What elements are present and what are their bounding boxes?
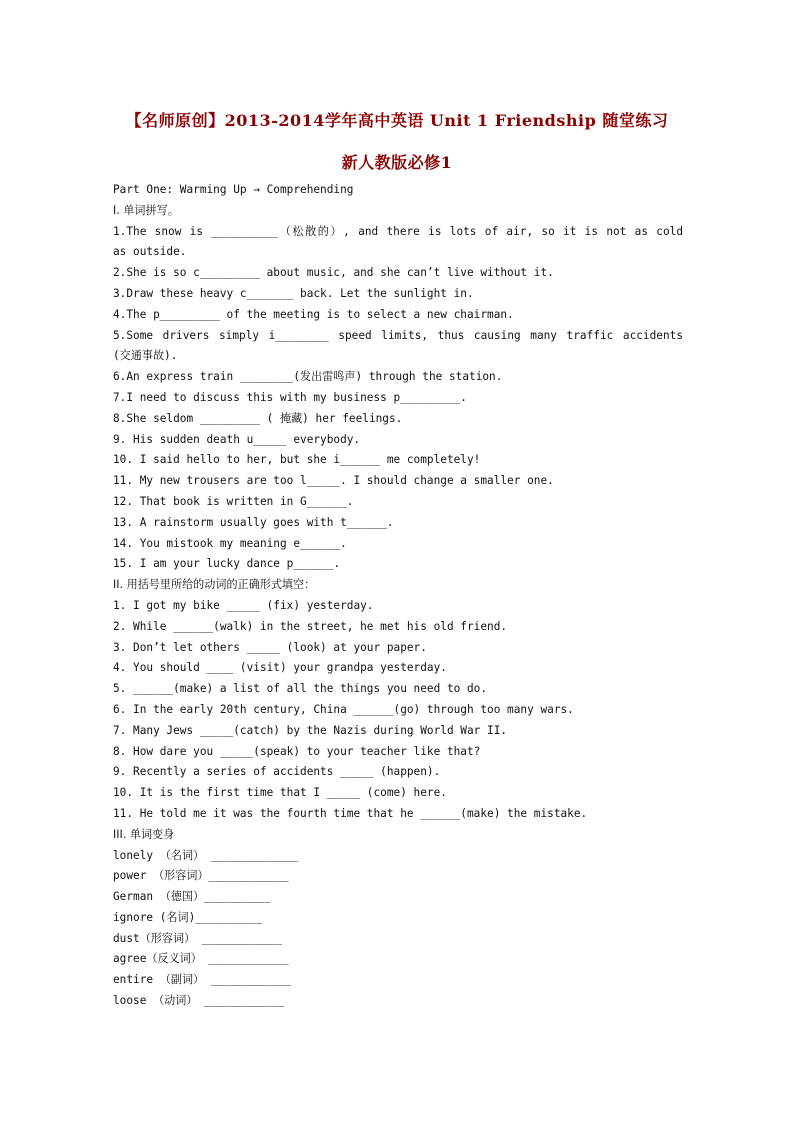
section-1-item: 5.Some drivers simply i________ speed limits, thus causing many traffic accidents — [113, 328, 683, 342]
section-3-heading: III. 单词变身 — [113, 827, 175, 841]
section-2-item: 11. He told me it was the fourth time that he ______(make) the mistake. — [113, 806, 588, 820]
section-1-item: 6.An express train ________(发出雷鸣声) through the station. — [113, 370, 503, 384]
section-2-item: 8. How dare you _____(speak) to your teacher like that? — [113, 744, 481, 758]
section-1-heading: I. 单词拼写。 — [113, 203, 179, 217]
section-3-item: power （形容词）____________ — [113, 869, 289, 883]
part-heading: Part One: Warming Up → Comprehending — [113, 183, 354, 196]
section-1-item: 8.She seldom _________ ( 掩藏) her feelings. — [113, 411, 403, 425]
section-3-item: ignore (名词)__________ — [113, 910, 263, 924]
section-1-item: 14. You mistook my meaning e______. — [113, 536, 347, 550]
section-2-item: 10. It is the first time that I _____ (come) here. — [113, 786, 447, 800]
document-title-line-2: 新人教版必修1 — [341, 153, 453, 172]
section-1-item: 12. That book is written in G______. — [113, 494, 354, 508]
section-1-item: 13. A rainstorm usually goes with t______. — [113, 515, 394, 529]
section-1-item: 10. I said hello to her, but she i______ me completely! — [113, 453, 481, 467]
section-1-item: 9. His sudden death u_____ everybody. — [113, 432, 361, 446]
section-1-item: 4.The p_________ of the meeting is to select a new chairman. — [113, 307, 514, 321]
section-2-item: 2. While ______(walk) in the street, he met his old friend. — [113, 619, 508, 633]
section-2-item: 7. Many Jews _____(catch) by the Nazis during World War II. — [113, 723, 508, 737]
section-1-item: 11. My new trousers are too l_____. I should change a smaller one. — [113, 474, 554, 488]
section-1-item: (交通事故). — [113, 349, 178, 363]
section-2-heading: II. 用括号里所给的动词的正确形式填空： — [113, 578, 316, 592]
section-2-item: 3. Don’t let others _____ (look) at your paper. — [113, 640, 427, 654]
section-1-item: as outside. — [113, 245, 187, 259]
exercise-body — [113, 180, 683, 1012]
section-1-item: 7.I need to discuss this with my business p_________. — [113, 390, 467, 404]
section-3-item: dust（形容词） ____________ — [113, 931, 283, 945]
document-title-line-1: 【名师原创】2013-2014学年高中英语 Unit 1 Friendship 随堂练习 — [125, 111, 669, 130]
section-2-item: 6. In the early 20th century, China ______(go) through too many wars. — [113, 702, 574, 716]
section-2-item: 5. ______(make) a list of all the things you need to do. — [113, 682, 488, 696]
section-1-item: 1.The snow is __________（松散的）, and there is lots of air, so it is not as cold — [113, 224, 683, 238]
section-1-item: 15. I am your lucky dance p______. — [113, 557, 341, 571]
section-3-item: loose （动词） ____________ — [113, 994, 285, 1008]
section-1-item: 3.Draw these heavy c_______ back. Let the sunlight in. — [113, 286, 474, 300]
section-2-item: 9. Recently a series of accidents _____ (happen). — [113, 765, 441, 779]
section-1-item: 2.She is so c_________ about music, and she can’t live without it. — [113, 266, 554, 280]
section-3-item: German （德国）__________ — [113, 890, 271, 904]
section-3-item: lonely （名词） _____________ — [113, 848, 298, 862]
section-2-item: 4. You should ____ (visit) your grandpa yesterday. — [113, 661, 447, 675]
section-2-item: 1. I got my bike _____ (fix) yesterday. — [113, 598, 374, 612]
section-3-item: entire （副词） ____________ — [113, 973, 291, 987]
section-3-item: agree（反义词） ____________ — [113, 952, 289, 966]
